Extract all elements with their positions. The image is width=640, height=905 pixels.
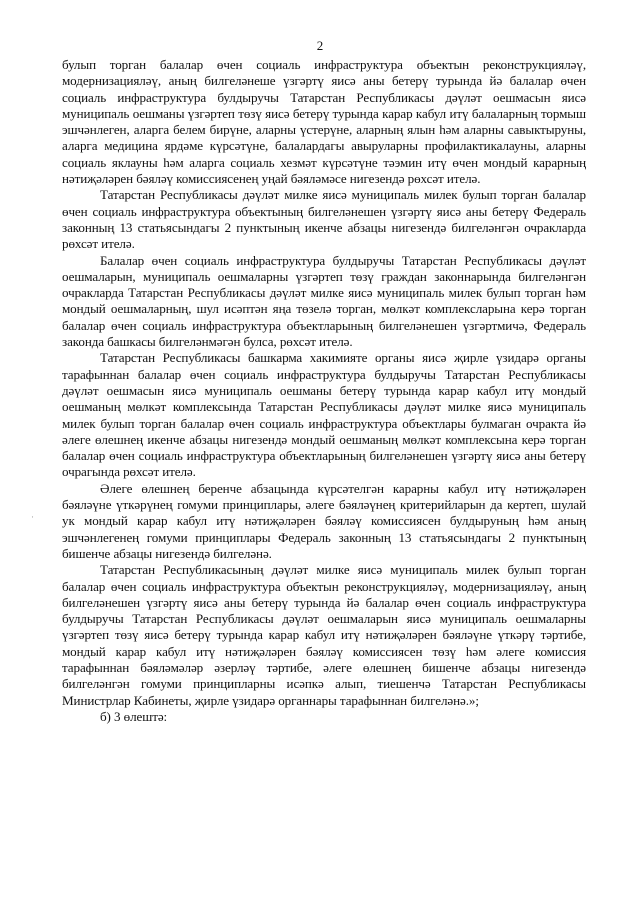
margin-mark: · bbox=[31, 512, 34, 522]
paragraph-3: Балалар өчен социаль инфраструктура булдыручы Татарстан Республикасы дәүләт оешмаларын, муниципаль оешмаларны үзгәртеп төзү граждан законнарында билгеләнгән очракларда Татарстан Республикасы дәүләт милке яисә муниципаль милек булып торган һәм мондый оешмаларның, шул исәптән яңа төзелә торган, мөлкәт комплексларына керә торган балалар өчен социаль инфраструктура объектларының билгеләнешен үзгәртмичә, Федераль законда башкасы билгеләнмәгән булса, рөхсәт ителә. bbox=[62, 252, 586, 350]
page-number: 2 bbox=[316, 38, 324, 53]
paragraph-6: Татарстан Республикасының дәүләт милке яисә муниципаль милек булып торган балалар өчен социаль инфраструктура объектын реконструкцияләү, модернизацияләү, аның билгеләнешен үзгәртү яисә аны бетерү турында йә балалар өчен социаль инфраструктура булдыручы Татарстан Республикасы дәүләт оешмаларын яисә муниципаль оешмаларны үзгәртеп төзү яисә бетерү турында карар кабул итү нәтиҗәләрен бәяләүне үткәрү тәртибе, мондый карар кабул итү нәтиҗәләрен бәяләү комиссиясен төзү һәм әлеге комиссия тарафыннан бәяләмәләр әзерләү тәртибе, әлеге өлешнең бишенче абзацы нигезендә билгеләнгән гомуми принципларны исәпкә алып, тиешенчә Татарстан Республикасы Министрлар Кабинеты, җирле үзидарә органнары тарафыннан билгеләнә.»; bbox=[62, 562, 586, 708]
paragraph-2: Татарстан Республикасы дәүләт милке яисә муниципаль милек булып торган балалар өчен социаль инфраструктура объектының билгеләнешен үзгәртү яисә аны бетерү Федераль законның 13 статьясындагы 2 пунктының икенче абзацы нигезендә билгеләнгән очракларда рөхсәт ителә. bbox=[62, 187, 586, 252]
paragraph-1: булып торган балалар өчен социаль инфраструктура объектын реконструкцияләү, модернизацияләү, аның билгеләнеше үзгәртү яисә аны бетерү турында йә балалар өчен социаль инфраструктура булдыручы Татарстан Республикасы дәүләт оешмасын яисә муниципаль оешманы үзгәртеп төзү яисә бетерү турында карар кабул итү балаларның тормыш эшчәнлеген, аларга белем бирүне, аларны үстерүне, аларның ялын һәм аларны савыктыруны, аларга медицина ярдәме күрсәтүне, балалардагы авыруларны профилактикалауны, аларны социаль яклауны һәм аларга социаль хезмәт күрсәтүне тәэмин итү өчен мондый карарның нәтиҗәләрен бәяләү комиссиясенең уңай бәяләмәсе нигезендә рөхсәт ителә. bbox=[62, 57, 586, 187]
paragraph-4: Татарстан Республикасы башкарма хакимияте органы яисә җирле үзидарә органы тарафыннан балалар өчен социаль инфраструктура булдыручы Татарстан Республикасы дәүләт оешмасын яисә муниципаль оешманы бетерү турында карар кабул итү мондый оешманың мөлкәт комплексында Татарстан Республикасы дәүләт милке яисә муниципаль милек булып торган балалар өчен социаль инфраструктура объектлары булмаган очракта йә әлеге өлешнең икенче абзацы нигезендә мондый оешманың мөлкәт комплексына керә торган балалар өчен социаль инфраструктура объектларының билгеләнешен үзгәртү яисә аны бетерү очрагында рөхсәт ителә. bbox=[62, 350, 586, 480]
document-body bbox=[62, 57, 586, 725]
paragraph-7: б) 3 өлештә: bbox=[100, 708, 168, 724]
paragraph-5: Әлеге өлешнең беренче абзацында күрсәтелгән карарны кабул итү нәтиҗәләрен бәяләүне үткәрүнең гомуми принциплары, әлеге бәяләүнең критерийларын да кертеп, шулай ук мондый карар кабул итү нәтиҗәләрен бәяләү комиссиясен булдыруның һәм аның эшчәнлегенең гомуми принциплары Федераль законның 13 статьясындагы 2 пунктының бишенче абзацы нигезендә билгеләнә. bbox=[62, 480, 586, 561]
